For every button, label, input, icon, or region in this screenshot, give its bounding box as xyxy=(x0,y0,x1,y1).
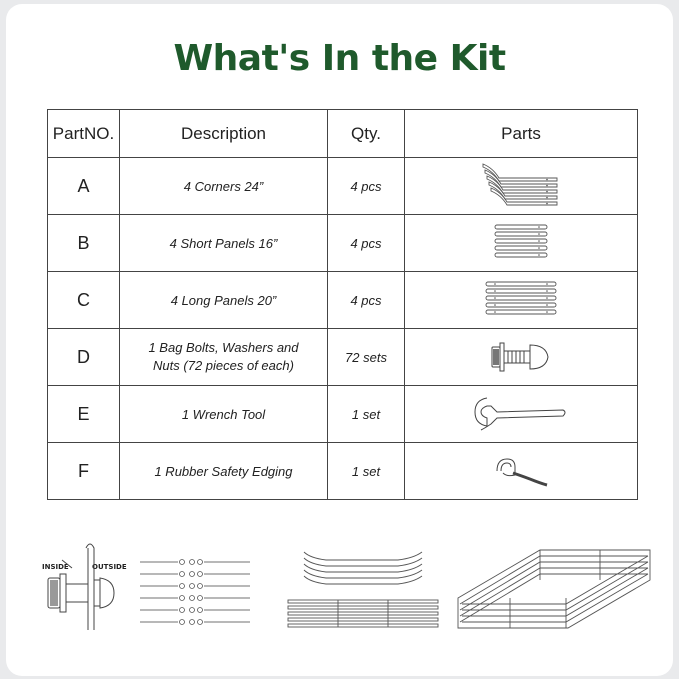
part-quantity: 4 pcs xyxy=(328,158,405,215)
outside-label: OUTSIDE xyxy=(92,563,127,571)
header-qty: Qty. xyxy=(328,110,405,158)
part-number: A xyxy=(48,158,120,215)
part-number: D xyxy=(48,329,120,386)
part-description: 1 Wrench Tool xyxy=(120,386,328,443)
panel-bolt-exploded-diagram xyxy=(140,560,250,625)
header-description: Description xyxy=(120,110,328,158)
part-quantity: 72 sets xyxy=(328,329,405,386)
part-quantity: 1 set xyxy=(328,386,405,443)
part-number: C xyxy=(48,272,120,329)
part-description: 4 Corners 24” xyxy=(120,158,328,215)
inside-label: INSIDE xyxy=(42,563,69,571)
bolt-assembly-diagram xyxy=(42,544,127,630)
assembled-raised-bed-diagram xyxy=(458,550,650,628)
part-quantity: 4 pcs xyxy=(328,272,405,329)
part-number: F xyxy=(48,443,120,500)
part-description: 1 Bag Bolts, Washers and Nuts (72 pieces of each) xyxy=(120,329,328,386)
part-description: 4 Short Panels 16” xyxy=(120,215,328,272)
part-number: E xyxy=(48,386,120,443)
part-quantity: 4 pcs xyxy=(328,215,405,272)
part-description: 1 Rubber Safety Edging xyxy=(120,443,328,500)
header-parts: Parts xyxy=(405,110,638,158)
assembled-panels-diagram xyxy=(288,552,438,627)
part-number: B xyxy=(48,215,120,272)
page-title: What's In the Kit xyxy=(173,38,506,79)
part-quantity: 1 set xyxy=(328,443,405,500)
part-description: 4 Long Panels 20” xyxy=(120,272,328,329)
header-part-no: PartNO. xyxy=(48,110,120,158)
